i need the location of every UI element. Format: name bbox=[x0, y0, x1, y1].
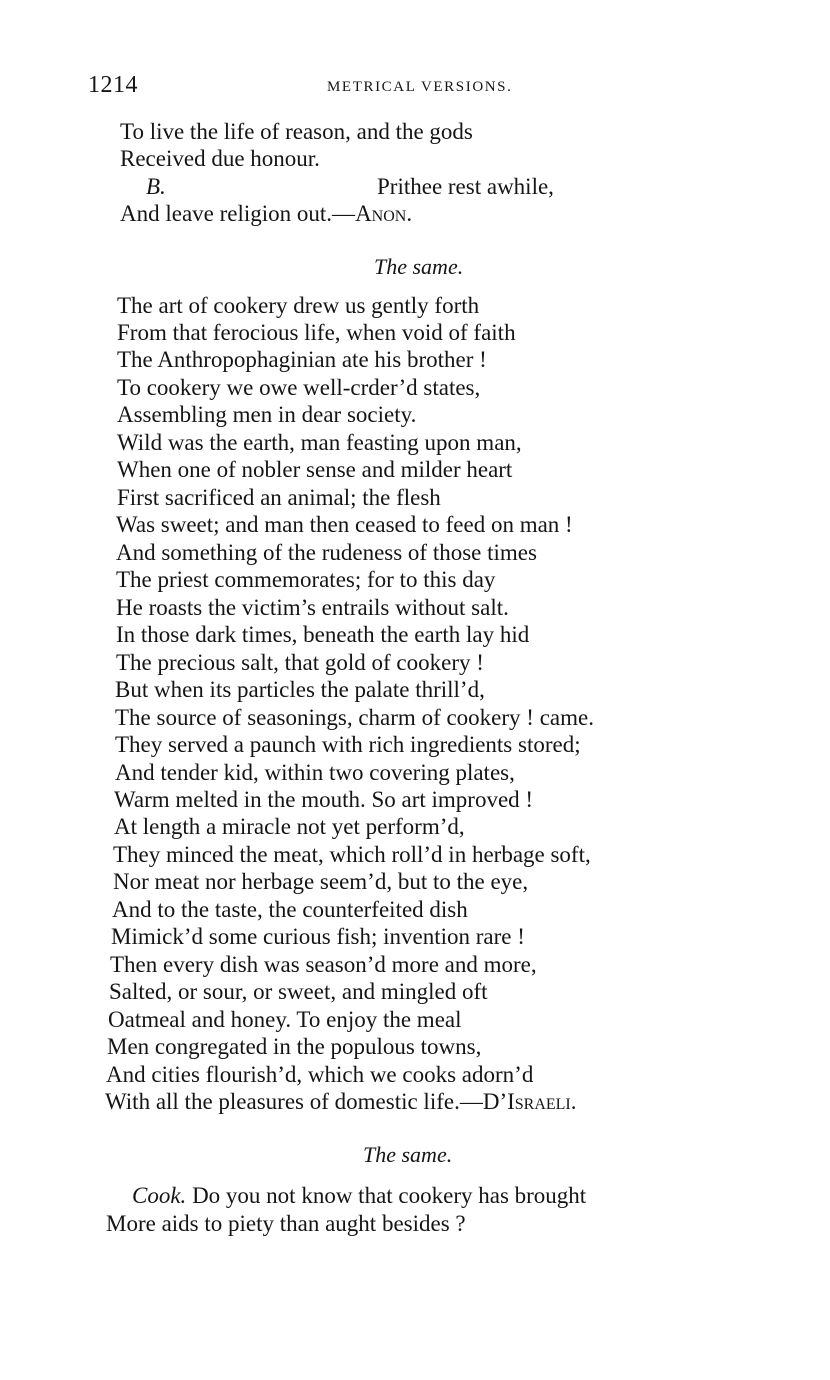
verse-line: Mimick’d some curious fish; invention rare ! bbox=[111, 924, 525, 949]
verse-line bbox=[120, 200, 412, 228]
speaker-name: B. bbox=[146, 174, 166, 199]
verse-line: They served a paunch with rich ingredients stored; bbox=[115, 732, 581, 757]
verse-line: First sacrificed an animal; the flesh bbox=[117, 485, 441, 510]
verse-line: From that ferocious life, when void of faith bbox=[117, 320, 516, 345]
verse-line: To cookery we owe well-crder’d states, bbox=[117, 375, 481, 400]
verse-line: The priest commemorates; for to this day bbox=[116, 567, 496, 592]
verse-line: And cities flourish’d, which we cooks adorn’d bbox=[106, 1062, 534, 1087]
verse-line: In those dark times, beneath the earth lay hid bbox=[116, 622, 530, 647]
verse-line: Prithee rest awhile, bbox=[377, 174, 554, 199]
verse-text: And leave religion out.— bbox=[120, 201, 356, 226]
attribution: Anon. bbox=[355, 201, 413, 226]
verse-line: Assembling men in dear society. bbox=[117, 402, 417, 427]
verse-line: And something of the rudeness of those times bbox=[116, 540, 537, 565]
verse-line: And to the taste, the counterfeited dish bbox=[112, 897, 468, 922]
verse-line: To live the life of reason, and the gods bbox=[120, 119, 473, 144]
verse-line: When one of nobler sense and milder heart bbox=[117, 457, 513, 482]
verse-line: Then every dish was season’d more and more, bbox=[110, 952, 537, 977]
verse-line: Nor meat nor herbage seem’d, but to the eye, bbox=[113, 869, 529, 894]
verse-line: Warm melted in the mouth. So art improved ! bbox=[114, 787, 534, 812]
verse-text: With all the pleasures of domestic life.— bbox=[105, 1089, 483, 1114]
verse-line: Salted, or sour, or sweet, and mingled oft bbox=[109, 979, 488, 1004]
speaker-name: Cook. bbox=[132, 1183, 187, 1208]
verse-line: And tender kid, within two covering plates, bbox=[115, 760, 515, 785]
running-head: METRICAL VERSIONS. bbox=[327, 79, 513, 95]
verse-line: Wild was the earth, man feasting upon man, bbox=[117, 430, 522, 455]
verse-line: Received due honour. bbox=[120, 146, 320, 171]
attribution: D’Israeli. bbox=[482, 1089, 577, 1114]
page-number: 1214 bbox=[88, 72, 138, 98]
verse-line: The Anthropophaginian ate his brother ! bbox=[117, 347, 487, 372]
verse-line: The source of seasonings, charm of cookery ! came. bbox=[115, 705, 594, 730]
verse-line: He roasts the victim’s entrails without salt. bbox=[116, 595, 509, 620]
speaker-label bbox=[146, 173, 166, 201]
verse-line: They minced the meat, which roll’d in herbage soft, bbox=[113, 842, 591, 867]
dialogue-line bbox=[132, 1182, 586, 1210]
section-heading: The same. bbox=[363, 1142, 453, 1167]
verse-line bbox=[105, 1088, 577, 1116]
verse-line: The precious salt, that gold of cookery ! bbox=[116, 650, 484, 675]
verse-line: Was sweet; and man then ceased to feed on man ! bbox=[116, 512, 573, 537]
section-heading: The same. bbox=[374, 254, 464, 279]
verse-line: But when its particles the palate thrill’d, bbox=[115, 677, 485, 702]
dialogue-line: More aids to piety than aught besides ? bbox=[106, 1211, 466, 1236]
verse-line: Oatmeal and honey. To enjoy the meal bbox=[108, 1007, 462, 1032]
verse-text: Do you not know that cookery has brought bbox=[186, 1183, 587, 1208]
verse-line: At length a miracle not yet perform’d, bbox=[114, 814, 465, 839]
verse-line: The art of cookery drew us gently forth bbox=[117, 293, 480, 318]
verse-line: Men congregated in the populous towns, bbox=[107, 1034, 482, 1059]
